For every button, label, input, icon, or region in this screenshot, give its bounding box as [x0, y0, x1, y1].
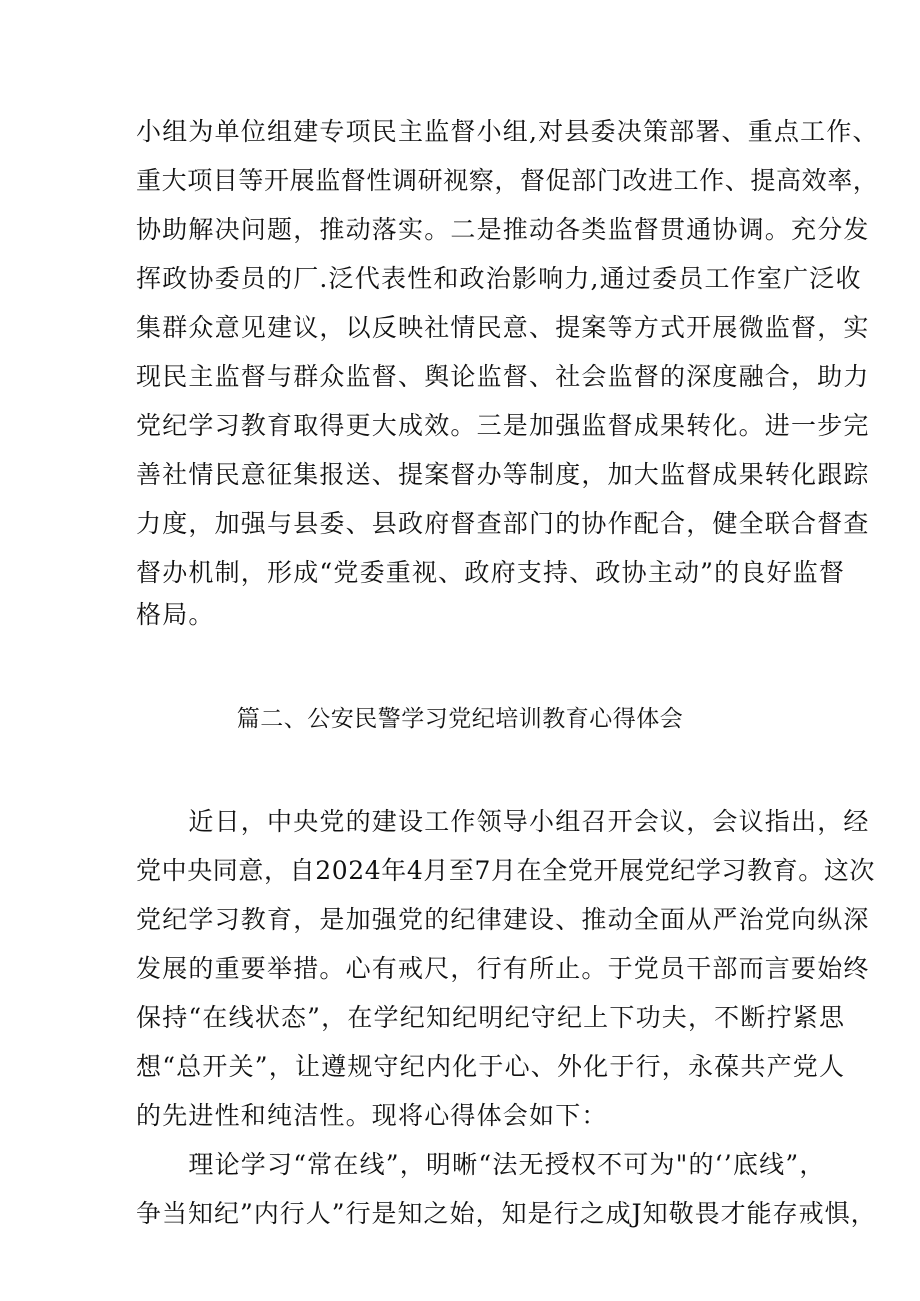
paragraph-line: 保持“在线状态”，在学纪知纪明纪守纪上下功夫，不断拧紧思 — [136, 1003, 846, 1032]
paragraph-line: 小组为单位组建专项民主监督小组,对县委决策部署、重点工作、 — [136, 117, 879, 146]
paragraph-line: 的先进性和纯洁性。现将心得体会如下： — [136, 1101, 608, 1130]
paragraph-line: 现民主监督与群众监督、舆论监督、社会监督的深度融合，助力 — [136, 362, 870, 391]
paragraph-line: 党纪学习教育，是加强党的纪律建设、推动全面从严治党向纵深 — [136, 905, 870, 934]
paragraph-line: 理论学习“常在线”，明晰“法无授权不可为"的‘’底线”， — [136, 1150, 826, 1179]
paragraph-line: 格局。 — [136, 600, 215, 629]
paragraph-line: 督办机制，形成“党委重视、政府支持、政协主动”的良好监督 — [136, 558, 846, 587]
paragraph-line: 党中央同意，自2024年4月至7月在全党开展党纪学习教育。这次 — [136, 856, 876, 885]
paragraph-line: 想“总开关”，让遵规守纪内化于心、外化于行，永葆共产党人 — [136, 1052, 846, 1081]
paragraph-line: 党纪学习教育取得更大成效。三是加强监督成果转化。进一步完 — [136, 411, 870, 440]
paragraph-line: 善社情民意征集报送、提案督办等制度，加大监督成果转化跟踪 — [136, 460, 870, 489]
paragraph-line: 挥政协委员的厂.泛代表性和政治影响力,通过委员工作室广泛收 — [136, 264, 862, 293]
paragraph-line: 力度，加强与县委、县政府督查部门的协作配合，健全联合督查 — [136, 509, 870, 538]
paragraph-line: 协助解决问题，推动落实。二是推动各类监督贯通协调。充分发 — [136, 215, 870, 244]
paragraph-line: 集群众意见建议，以反映社情民意、提案等方式开展微监督，实 — [136, 313, 870, 342]
paragraph-line: 发展的重要举措。心有戒尺，行有所止。于党员干部而言要始终 — [136, 954, 870, 983]
paragraph-line: 争当知纪”内行人”行是知之始，知是行之成J知敬畏才能存戒惧， — [136, 1199, 877, 1228]
paragraph-line: 重大项目等开展监督性调研视察，督促部门改进工作、提高效率， — [136, 166, 879, 195]
paragraph-line: 近日，中央党的建设工作领导小组召开会议，会议指出，经 — [136, 807, 870, 836]
section-heading: 篇二、公安民警学习党纪培训教育心得体会 — [236, 706, 684, 732]
